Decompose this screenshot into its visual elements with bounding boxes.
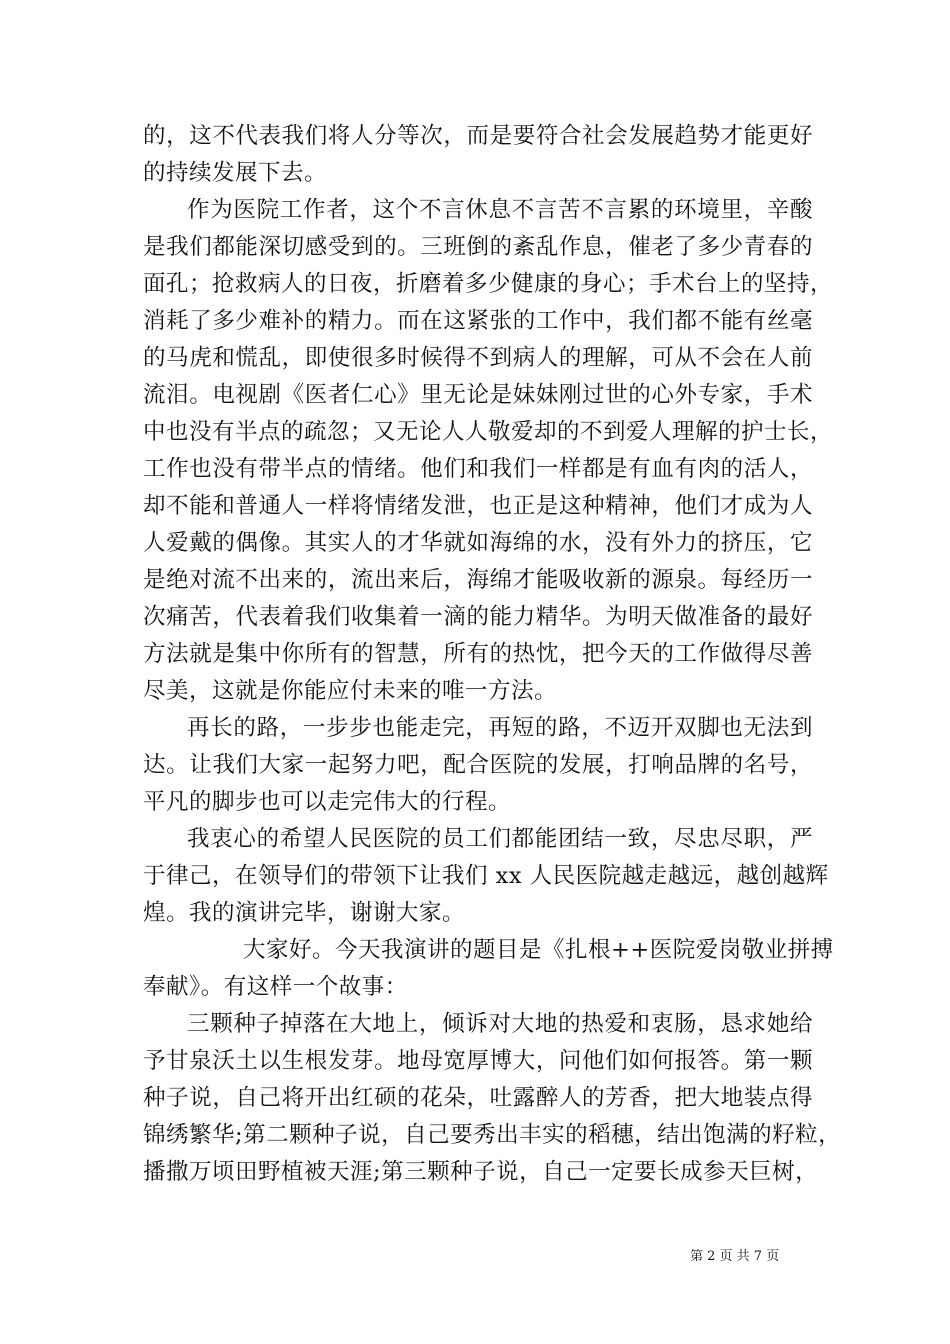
text-line: 予甘泉沃土以生根发芽。地母宽厚博大，问他们如何报答。第一颗 (143, 1048, 813, 1074)
text-line: 种子说，自己将开出红硕的花朵，吐露醉人的芳香，把大地装点得 (143, 1085, 813, 1111)
text-line: 的马虎和慌乱，即使很多时候得不到病人的理解，可从不会在人前 (143, 345, 813, 371)
text-line: 煌。我的演讲完毕，谢谢大家。 (143, 900, 466, 926)
paragraph-start-line: 大家好。今天我演讲的题目是《扎根++医院爱岗敬业拼搏 (243, 937, 834, 963)
text-line: 工作也没有带半点的情绪。他们和我们一样都是有血有肉的活人， (143, 456, 813, 482)
text-line: 人爱戴的偶像。其实人的才华就如海绵的水，没有外力的挤压，它 (143, 530, 813, 556)
text-line: 消耗了多少难补的精力。而在这紧张的工作中，我们都不能有丝毫 (143, 308, 813, 334)
text-line: 于律己，在领导们的带领下让我们 xx 人民医院越走越远，越创越辉 (143, 863, 829, 889)
text-line: 播撒万顷田野植被天涯;第三颗种子说，自己一定要长成参天巨树， (143, 1159, 819, 1185)
text-line: 尽美，这就是你能应付未来的唯一方法。 (143, 678, 558, 704)
text-line: 中也没有半点的疏忽；又无论人人敬爱却的不到爱人理解的护士长， (143, 419, 834, 445)
text-line: 是绝对流不出来的，流出来后，海绵才能吸收新的源泉。每经历一 (143, 567, 813, 593)
text-line: 的持续发展下去。 (143, 160, 328, 186)
paragraph-start-line: 我衷心的希望人民医院的员工们都能团结一致，尽忠尽职，严 (187, 826, 813, 852)
paragraph-start-line: 三颗种子掉落在大地上，倾诉对大地的热爱和衷肠，恳求她给 (187, 1011, 813, 1037)
page-number: 第 2 页 共 7 页 (690, 1249, 780, 1264)
text-line: 平凡的脚步也可以走完伟大的行程。 (143, 789, 512, 815)
text-line: 流泪。电视剧《医者仁心》里无论是妹妹刚过世的心外专家，手术 (143, 382, 813, 408)
paragraph-start-line: 作为医院工作者，这个不言休息不言苦不言累的环境里，辛酸 (187, 197, 813, 223)
text-line: 达。让我们大家一起努力吧，配合医院的发展，打响品牌的名号， (143, 752, 813, 778)
text-line: 面孔；抢救病人的日夜，折磨着多少健康的身心；手术台上的坚持， (143, 271, 834, 297)
text-line: 次痛苦，代表着我们收集着一滴的能力精华。为明天做准备的最好 (143, 604, 813, 630)
text-line: 的，这不代表我们将人分等次，而是要符合社会发展趋势才能更好 (143, 123, 813, 149)
text-line: 是我们都能深切感受到的。三班倒的紊乱作息，催老了多少青春的 (143, 234, 813, 260)
text-line: 却不能和普通人一样将情绪发泄，也正是这种精神，他们才成为人 (143, 493, 813, 519)
text-line: 锦绣繁华;第二颗种子说，自己要秀出丰实的稻穗，结出饱满的籽粒， (143, 1122, 842, 1148)
text-line: 奉献》。有这样一个故事： (143, 974, 408, 1000)
text-line: 方法就是集中你所有的智慧，所有的热忱，把今天的工作做得尽善 (143, 641, 813, 667)
paragraph-start-line: 再长的路，一步步也能走完，再短的路，不迈开双脚也无法到 (187, 715, 813, 741)
